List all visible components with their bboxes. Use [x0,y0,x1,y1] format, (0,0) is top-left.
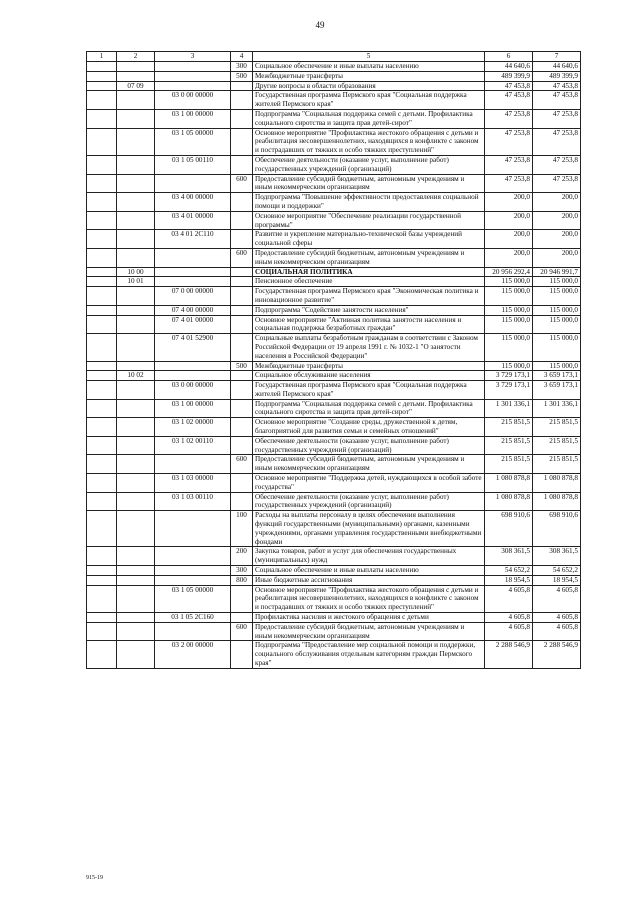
item-name-cell: Межбюджетные трансферты [253,361,485,371]
amount-year-2-cell: 1 080 878,8 [533,492,581,511]
table-row [87,128,581,155]
expense-type-cell [231,436,253,455]
target-article-cell: 07 4 01 00000 [155,315,231,334]
amount-year-1-cell: 4 605,8 [485,613,533,623]
expense-type-cell [231,211,253,230]
expense-type-cell: 200 [231,547,253,566]
target-article-cell [155,81,231,91]
column-number: 1 [87,52,117,62]
table-row [87,492,581,511]
col-1-cell [87,381,117,400]
amount-year-2-cell: 4 605,8 [533,622,581,641]
col-1-cell [87,334,117,361]
item-name-cell: Социальное обеспечение и иные выплаты населению [253,566,485,576]
amount-year-2-cell: 200,0 [533,211,581,230]
expense-type-cell: 300 [231,566,253,576]
target-article-cell [155,622,231,641]
item-name-cell: Предоставление субсидий бюджетным, автономным учреждениям и иным некоммерческим организациям [253,622,485,641]
target-article-cell [155,267,231,277]
table-row [87,418,581,437]
expense-type-cell [231,399,253,418]
amount-year-2-cell: 200,0 [533,193,581,212]
amount-year-1-cell: 115 000,0 [485,361,533,371]
col-1-cell [87,418,117,437]
target-article-cell [155,62,231,72]
section-code-cell [117,174,155,193]
target-article-cell [155,71,231,81]
expense-type-cell [231,128,253,155]
item-name-cell: Основное мероприятие "Поддержка детей, нуждающихся в особой заботе государства" [253,474,485,493]
col-1-cell [87,277,117,287]
item-name-cell: Межбюджетные трансферты [253,71,485,81]
amount-year-1-cell: 215 851,5 [485,418,533,437]
target-article-cell [155,511,231,547]
amount-year-1-cell: 54 652,2 [485,566,533,576]
table-row [87,91,581,110]
expense-type-cell [231,267,253,277]
col-1-cell [87,455,117,474]
section-code-cell [117,230,155,249]
col-1-cell [87,305,117,315]
item-name-cell: Подпрограмма "Повышение эффективности предоставления социальной помощи и поддержки" [253,193,485,212]
section-code-cell [117,315,155,334]
item-name-cell: Государственная программа Пермского края "Социальная поддержка жителей Пермского края" [253,91,485,110]
expense-type-cell [231,641,253,668]
footer-code: 915-19 [86,875,103,881]
expense-type-cell [231,585,253,612]
col-1-cell [87,248,117,267]
section-code-cell: 10 01 [117,277,155,287]
target-article-cell: 03 1 02 00000 [155,418,231,437]
item-name-cell: Основное мероприятие "Профилактика жестокого обращения с детьми и реабилитация несовершеннолетних, находящихся в конфликте с законом и пострадавших от тяжких и особо тяжких преступлений" [253,128,485,155]
col-1-cell [87,399,117,418]
amount-year-1-cell: 47 253,8 [485,174,533,193]
table-row [87,155,581,174]
target-article-cell [155,575,231,585]
amount-year-1-cell: 47 253,8 [485,155,533,174]
column-number: 2 [117,52,155,62]
section-code-cell: 10 00 [117,267,155,277]
item-name-cell: Предоставление субсидий бюджетным, автономным учреждениям и иным некоммерческим организациям [253,455,485,474]
table-row [87,315,581,334]
section-code-cell [117,474,155,493]
target-article-cell [155,455,231,474]
item-name-cell: Развитие и укрепление материально-технической базы учреждений социальной сферы [253,230,485,249]
col-1-cell [87,128,117,155]
item-name-cell: Государственная программа Пермского края "Социальная поддержка жителей Пермского края" [253,381,485,400]
item-name-cell: Другие вопросы в области образования [253,81,485,91]
amount-year-2-cell: 115 000,0 [533,305,581,315]
col-1-cell [87,81,117,91]
item-name-cell: Основное мероприятие "Создание среды, дружественной к детям, благоприятной для развития семьи и семейных отношений" [253,418,485,437]
amount-year-2-cell: 47 253,8 [533,155,581,174]
target-article-cell: 03 1 05 00000 [155,128,231,155]
amount-year-2-cell: 4 605,8 [533,585,581,612]
item-name-cell: Пенсионное обеспечение [253,277,485,287]
amount-year-1-cell: 200,0 [485,193,533,212]
amount-year-1-cell: 115 000,0 [485,277,533,287]
section-code-cell [117,109,155,128]
item-name-cell: Подпрограмма "Социальная поддержка семей с детьми. Профилактика социального сиротства и защита прав детей-сирот" [253,109,485,128]
target-article-cell [155,277,231,287]
col-1-cell [87,174,117,193]
table-row [87,474,581,493]
table-row [87,62,581,72]
amount-year-1-cell: 1 080 878,8 [485,492,533,511]
target-article-cell: 03 4 01 00000 [155,211,231,230]
amount-year-2-cell: 308 361,5 [533,547,581,566]
item-name-cell: Социальные выплаты безработным гражданам в соответствии с Законом Российской Федерации от 19 апреля 1991 г. № 1032-1 "О занятости населения в Российской Федерации" [253,334,485,361]
target-article-cell: 03 0 00 00000 [155,381,231,400]
amount-year-1-cell: 47 253,8 [485,128,533,155]
amount-year-2-cell: 1 080 878,8 [533,474,581,493]
amount-year-1-cell: 115 000,0 [485,287,533,306]
table-row [87,371,581,381]
amount-year-1-cell: 1 080 878,8 [485,474,533,493]
section-code-cell [117,334,155,361]
col-1-cell [87,211,117,230]
expense-type-cell [231,230,253,249]
amount-year-1-cell: 215 851,5 [485,455,533,474]
target-article-cell [155,547,231,566]
amount-year-2-cell: 200,0 [533,230,581,249]
col-1-cell [87,71,117,81]
amount-year-2-cell: 115 000,0 [533,277,581,287]
amount-year-2-cell: 215 851,5 [533,436,581,455]
expense-type-cell: 500 [231,71,253,81]
section-code-cell [117,622,155,641]
col-1-cell [87,361,117,371]
amount-year-2-cell: 3 659 173,1 [533,371,581,381]
table-row [87,248,581,267]
target-article-cell: 07 4 01 52900 [155,334,231,361]
table-row [87,71,581,81]
table-row [87,305,581,315]
amount-year-1-cell: 115 000,0 [485,315,533,334]
expense-type-cell: 500 [231,361,253,371]
section-code-cell [117,399,155,418]
amount-year-2-cell: 47 253,8 [533,109,581,128]
target-article-cell [155,248,231,267]
amount-year-1-cell: 215 851,5 [485,436,533,455]
item-name-cell: Социальное обеспечение и иные выплаты населению [253,62,485,72]
amount-year-1-cell: 4 605,8 [485,622,533,641]
section-code-cell [117,436,155,455]
amount-year-1-cell: 1 301 336,1 [485,399,533,418]
col-1-cell [87,315,117,334]
amount-year-1-cell: 20 956 292,4 [485,267,533,277]
item-name-cell: Подпрограмма "Предоставление мер социальной помощи и поддержки, социального обслуживания отдельным категориям граждан Пермского края" [253,641,485,668]
expense-type-cell [231,334,253,361]
item-name-cell: Основное мероприятие "Обеспечение реализации государственной программы" [253,211,485,230]
amount-year-1-cell: 200,0 [485,230,533,249]
item-name-cell: Обеспечение деятельности (оказание услуг, выполнение работ) государственных учреждений (организаций) [253,436,485,455]
expense-type-cell [231,381,253,400]
table-row [87,381,581,400]
target-article-cell: 03 1 05 2С160 [155,613,231,623]
item-name-cell: Предоставление субсидий бюджетным, автономным учреждениям и иным некоммерческим организациям [253,248,485,267]
expense-type-cell [231,492,253,511]
section-code-cell [117,287,155,306]
target-article-cell: 03 1 03 00110 [155,492,231,511]
amount-year-1-cell: 698 910,6 [485,511,533,547]
table-row [87,361,581,371]
section-code-cell [117,566,155,576]
col-1-cell [87,575,117,585]
table-row [87,193,581,212]
expense-type-cell [231,315,253,334]
target-article-cell: 07 4 00 00000 [155,305,231,315]
amount-year-2-cell: 4 605,8 [533,613,581,623]
col-1-cell [87,91,117,110]
target-article-cell [155,174,231,193]
amount-year-2-cell: 47 253,8 [533,128,581,155]
table-row [87,81,581,91]
expense-type-cell [231,91,253,110]
section-code-cell [117,155,155,174]
amount-year-2-cell: 1 301 336,1 [533,399,581,418]
section-code-cell [117,71,155,81]
amount-year-2-cell: 47 453,8 [533,81,581,91]
amount-year-2-cell: 3 659 173,1 [533,381,581,400]
amount-year-1-cell: 489 399,9 [485,71,533,81]
target-article-cell: 03 1 05 00000 [155,585,231,612]
amount-year-2-cell: 115 000,0 [533,361,581,371]
amount-year-2-cell: 54 652,2 [533,566,581,576]
section-code-cell [117,613,155,623]
table-row [87,287,581,306]
expense-type-cell [231,155,253,174]
col-1-cell [87,613,117,623]
amount-year-1-cell: 308 361,5 [485,547,533,566]
expense-type-cell: 600 [231,622,253,641]
item-name-cell: Расходы на выплаты персоналу в целях обеспечения выполнения функций государственными (муниципальными) органами, казенными учреждениями, органами управления государственными внебюджетными фондами [253,511,485,547]
expense-type-cell [231,193,253,212]
col-1-cell [87,230,117,249]
target-article-cell: 03 4 00 00000 [155,193,231,212]
section-code-cell [117,585,155,612]
expense-type-cell: 100 [231,511,253,547]
table-row [87,575,581,585]
amount-year-2-cell: 20 946 991,7 [533,267,581,277]
column-number-row [87,52,581,62]
expense-type-cell [231,474,253,493]
target-article-cell: 03 1 05 00110 [155,155,231,174]
amount-year-2-cell: 215 851,5 [533,455,581,474]
item-name-cell: Государственная программа Пермского края "Экономическая политика и инновационное развитие" [253,287,485,306]
budget-table-body [87,52,581,669]
table-row [87,230,581,249]
col-1-cell [87,492,117,511]
item-name-cell: Закупка товаров, работ и услуг для обеспечения государственных (муниципальных) нужд [253,547,485,566]
expense-type-cell: 600 [231,174,253,193]
column-number: 4 [231,52,253,62]
col-1-cell [87,585,117,612]
col-1-cell [87,436,117,455]
table-row [87,511,581,547]
target-article-cell: 03 2 00 00000 [155,641,231,668]
target-article-cell: 03 1 00 00000 [155,109,231,128]
col-1-cell [87,566,117,576]
amount-year-2-cell: 115 000,0 [533,287,581,306]
amount-year-2-cell: 47 453,8 [533,91,581,110]
section-code-cell: 10 02 [117,371,155,381]
target-article-cell [155,361,231,371]
page-number: 49 [315,20,325,30]
amount-year-1-cell: 47 453,8 [485,81,533,91]
table-row [87,455,581,474]
table-row [87,585,581,612]
target-article-cell [155,566,231,576]
col-1-cell [87,267,117,277]
amount-year-2-cell: 44 640,6 [533,62,581,72]
expense-type-cell [231,277,253,287]
section-code-cell [117,455,155,474]
section-code-cell [117,128,155,155]
amount-year-1-cell: 115 000,0 [485,305,533,315]
item-name-cell: Основное мероприятие "Профилактика жестокого обращения с детьми и реабилитация несовершеннолетних, находящихся в конфликте с законом и пострадавших от тяжких и особо тяжких преступлений" [253,585,485,612]
table-row [87,211,581,230]
item-name-cell: Социальное обслуживание населения [253,371,485,381]
column-number: 3 [155,52,231,62]
amount-year-2-cell: 115 000,0 [533,334,581,361]
item-name-cell: Подпрограмма "Содействие занятости населения" [253,305,485,315]
section-code-cell [117,641,155,668]
amount-year-1-cell: 115 000,0 [485,334,533,361]
expense-type-cell [231,81,253,91]
amount-year-2-cell: 18 954,5 [533,575,581,585]
table-row [87,109,581,128]
table-row [87,641,581,668]
expense-type-cell [231,109,253,128]
target-article-cell: 03 1 00 00000 [155,399,231,418]
col-1-cell [87,474,117,493]
table-row [87,622,581,641]
amount-year-1-cell: 4 605,8 [485,585,533,612]
section-code-cell [117,361,155,371]
item-name-cell: Обеспечение деятельности (оказание услуг, выполнение работ) государственных учреждений (организаций) [253,492,485,511]
section-code-cell [117,511,155,547]
target-article-cell: 03 4 01 2С110 [155,230,231,249]
section-code-cell [117,211,155,230]
item-name-cell: Предоставление субсидий бюджетным, автономным учреждениям и иным некоммерческим организациям [253,174,485,193]
section-code-cell [117,62,155,72]
table-row [87,174,581,193]
amount-year-2-cell: 47 253,8 [533,174,581,193]
budget-table [86,51,581,669]
item-name-cell: Обеспечение деятельности (оказание услуг, выполнение работ) государственных учреждений (организаций) [253,155,485,174]
target-article-cell: 03 0 00 00000 [155,91,231,110]
col-1-cell [87,641,117,668]
col-1-cell [87,622,117,641]
column-number: 6 [485,52,533,62]
item-name-cell: Подпрограмма "Социальная поддержка семей с детьми. Профилактика социального сиротства и защита прав детей-сирот" [253,399,485,418]
section-code-cell [117,305,155,315]
amount-year-2-cell: 2 288 546,9 [533,641,581,668]
amount-year-1-cell: 47 453,8 [485,91,533,110]
column-number: 5 [253,52,485,62]
item-name-cell: Профилактика насилия и жестокого обращения с детьми [253,613,485,623]
expense-type-cell [231,418,253,437]
col-1-cell [87,155,117,174]
expense-type-cell: 800 [231,575,253,585]
section-code-cell [117,193,155,212]
col-1-cell [87,62,117,72]
col-1-cell [87,193,117,212]
target-article-cell [155,371,231,381]
section-code-cell [117,418,155,437]
expense-type-cell [231,371,253,381]
section-code-cell [117,91,155,110]
expense-type-cell [231,305,253,315]
section-code-cell [117,575,155,585]
col-1-cell [87,109,117,128]
target-article-cell: 03 1 03 00000 [155,474,231,493]
amount-year-2-cell: 698 910,6 [533,511,581,547]
expense-type-cell [231,613,253,623]
amount-year-1-cell: 2 288 546,9 [485,641,533,668]
amount-year-2-cell: 215 851,5 [533,418,581,437]
col-1-cell [87,287,117,306]
target-article-cell: 07 0 00 00000 [155,287,231,306]
amount-year-2-cell: 115 000,0 [533,315,581,334]
amount-year-1-cell: 3 729 173,1 [485,371,533,381]
amount-year-1-cell: 18 954,5 [485,575,533,585]
amount-year-1-cell: 200,0 [485,248,533,267]
column-number: 7 [533,52,581,62]
col-1-cell [87,371,117,381]
expense-type-cell: 600 [231,248,253,267]
amount-year-1-cell: 44 640,6 [485,62,533,72]
section-code-cell [117,547,155,566]
section-code-cell [117,381,155,400]
table-row [87,613,581,623]
amount-year-1-cell: 3 729 173,1 [485,381,533,400]
expense-type-cell: 600 [231,455,253,474]
table-row [87,267,581,277]
amount-year-1-cell: 47 253,8 [485,109,533,128]
amount-year-2-cell: 489 399,9 [533,71,581,81]
col-1-cell [87,547,117,566]
amount-year-2-cell: 200,0 [533,248,581,267]
item-name-cell: Иные бюджетные ассигнования [253,575,485,585]
table-row [87,399,581,418]
section-code-cell [117,248,155,267]
table-row [87,547,581,566]
table-row [87,334,581,361]
table-row [87,436,581,455]
item-name-cell: Основное мероприятие "Активная политика занятости населения и социальная поддержка безработных граждан" [253,315,485,334]
item-name-cell: СОЦИАЛЬНАЯ ПОЛИТИКА [253,267,485,277]
section-code-cell: 07 09 [117,81,155,91]
table-row [87,566,581,576]
section-code-cell [117,492,155,511]
col-1-cell [87,511,117,547]
amount-year-1-cell: 200,0 [485,211,533,230]
expense-type-cell [231,287,253,306]
target-article-cell: 03 1 02 00110 [155,436,231,455]
table-row [87,277,581,287]
expense-type-cell: 300 [231,62,253,72]
